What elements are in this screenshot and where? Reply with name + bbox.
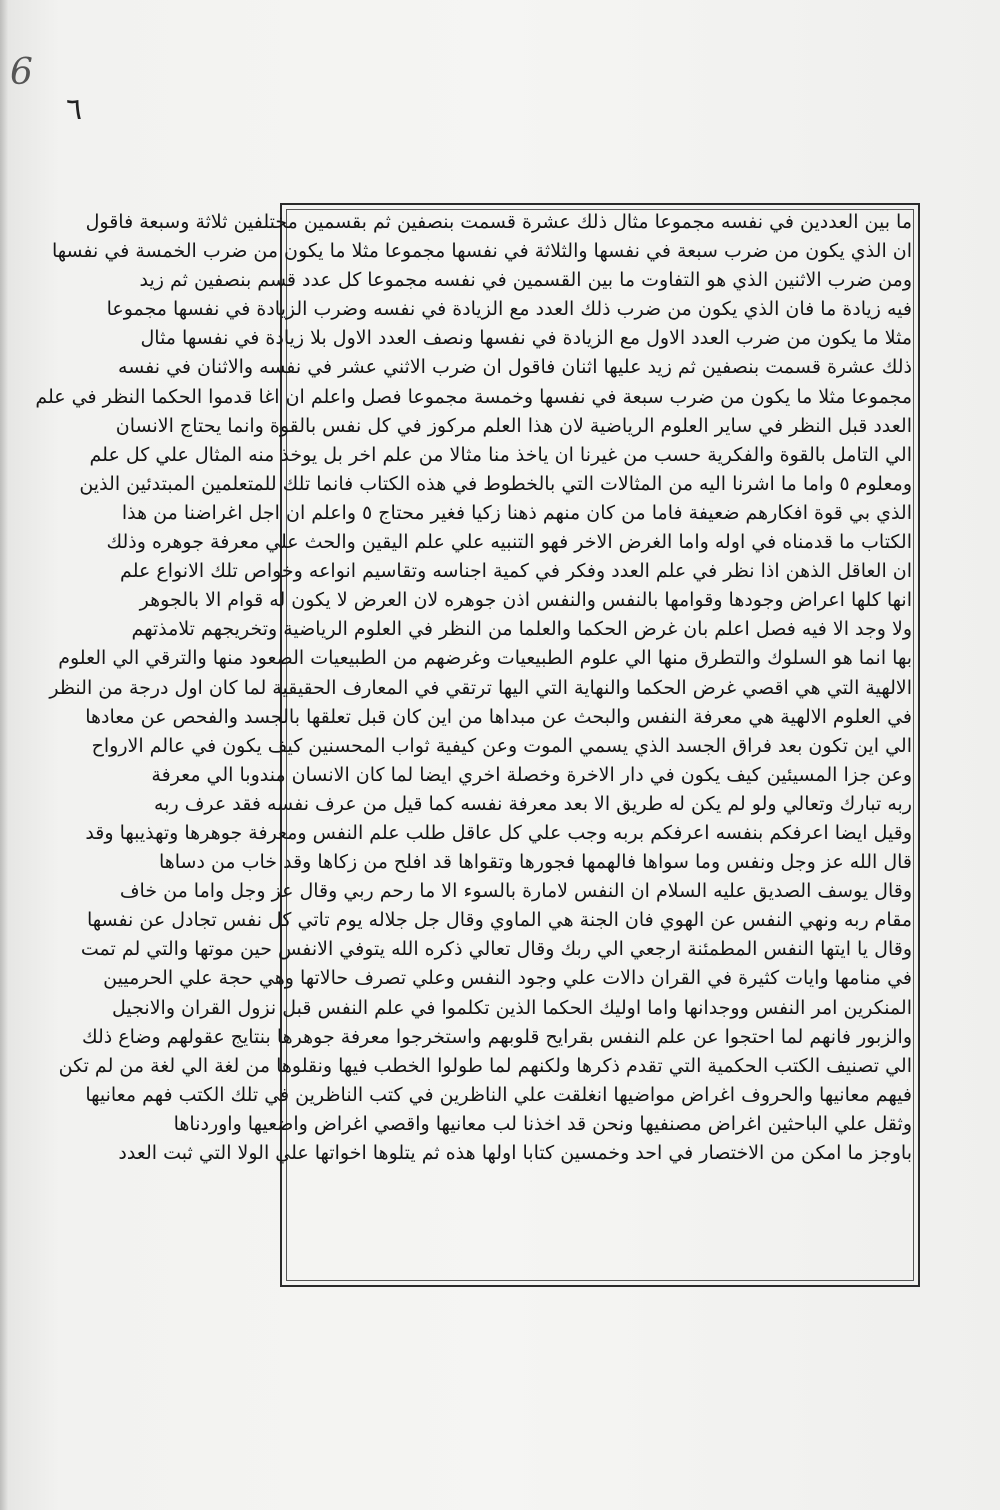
text-line: الذي بي قوة افكارهم ضعيفة فاما من كان منهم ذهنا زكيا فغير محتاج ٥ واعلم ان اجل اغراضنا من هذا — [121, 501, 912, 524]
manuscript-text-block — [35, 208, 912, 1284]
text-line: فيه زيادة ما فان الذي يكون من ضرب ذلك العدد مع الزيادة في نفسه وضرب الزيادة في نفسها مجموعا — [106, 298, 912, 321]
text-line: ربه تبارك وتعالي ولو لم يكن له طريق الا بعد معرفة نفسه كما قيل من عرف نفسه فقد عرف ربه — [154, 792, 912, 815]
text-line: الي اين تكون بعد فراق الجسد الذي يسمي الموت وعن كيفية ثواب المحسنين كيف يكون في عالم الارواح — [91, 734, 912, 757]
text-line: ومن ضرب الاثنين الذي هو التفاوت ما بين القسمين في نفسه مجموعا كل عدد قسم بنصفين ثم زيد — [139, 269, 912, 292]
text-line: في العلوم الالهية هي معرفة النفس والبحث عن مبداها من اين كان قبل تعلقها بالجسد والفحص عن معادها — [85, 705, 912, 728]
text-line: وقال يا ايتها النفس المطمئنة ارجعي الي ربك وقال تعالي ذكره الله يتوفي الانفس حين موتها والتي لم تمت — [80, 938, 912, 961]
text-line: فيهم معانيها والحروف اغراض مواضيها انغلقت علي الناظرين في كتب الناظرين في تلك الكتب فهم معانيها — [85, 1083, 912, 1106]
text-line: وثقل علي الباحثين اغراض مصنفيها ونحن قد اخذنا لب معانيها واقصي اغراض واضعيها واوردناها — [173, 1112, 912, 1135]
page-edge-shadow — [0, 0, 8, 1510]
text-line: قال الله عز وجل ونفس وما سواها فالهمها فجورها وتقواها قد افلح من زكاها وقد خاب من دساها — [158, 851, 912, 874]
text-line: مجموعا مثلا ما يكون من ضرب سبعة في نفسها وخمسة مجموعا فصل واعلم ان اغا قدموا الحكما النظر في علم — [35, 385, 912, 408]
text-line: ان الذي يكون من ضرب سبعة في نفسها والثلاثة في نفسها مجموعا مثلا ما يكون من ضرب الخمسة في نفسها — [51, 240, 912, 263]
text-line: العدد قبل النظر في ساير العلوم الرياضية لان هذا العلم مركوز في كل نفس بالقوة وانما يحتاج الانسان — [115, 414, 912, 437]
text-line: انها كلها اعراض وجودها وقوامها بالنفس والنفس اذن جوهره لان العرض لا يكون له قوام الا بالجوهر — [139, 589, 912, 612]
text-line: وعن جزا المسيئين كيف يكون في دار الاخرة وخصلة اخري ايضا لما كان الانسان مندوبا الي معرفة — [151, 763, 912, 786]
text-line: الكتاب ما قدمناه في اوله واما الغرض الاخر فهو التنبيه علي علم اليقين والحث علي معرفة جوهره وذلك — [106, 531, 912, 554]
text-line: ولا وجد الا فيه فصل اعلم بان غرض الحكما والعلما من النظر في العلوم الرياضية وتخريجهم تلامذتهم — [131, 618, 912, 641]
text-line: ان العاقل الذهن اذا نظر في علم العدد وفكر في كمية اجناسه وتقاسيم انواعه وخواص تلك الانواع علم — [120, 560, 912, 583]
text-line: ومعلوم ٥ واما ما اشرنا اليه من المثالات التي بالخطوط في هذه الكتاب فانما تلك للمتعلمين المبتدئين الذين — [79, 472, 912, 495]
text-line: المنكرين امر النفس ووجدانها واما اوليك الحكما الذين تكلموا في علم النفس قبل نزول القران والانجيل — [112, 996, 912, 1019]
folio-number-arabic: ٦ — [66, 92, 83, 127]
text-line: الالهية التي هي اقصي غرض الحكما والنهاية التي اليها ترتقي في المعارف الحقيقية لما كان اول درجة من النظر — [49, 676, 912, 699]
text-line: مثلا ما يكون من ضرب العدد الاول مع الزيادة في نفسها ونصف العدد الاول بلا زيادة في نفسها مثال — [140, 327, 912, 350]
text-line: والزبور فانهم لما احتجوا عن علم النفس بقرايح قلوبهم واستخرجوا معرفة جوهرها بنتايج عقولهم وضاع ذلك — [81, 1025, 912, 1048]
text-line: ما بين العددين في نفسه مجموعا مثال ذلك عشرة قسمت بنصفين ثم بقسمين مختلفين ثلاثة وسبعة فاقول — [85, 211, 912, 233]
text-line: الي تصنيف الكتب الحكمية التي تقدم ذكرها ولكنهم لما طولوا الخطب فيها ونقلوها من لغة الي لغة من لم تكن — [58, 1054, 912, 1077]
text-line: في منامها وايات كثيرة في القران دالات علي وجود النفس وعلي تصرف حالاتها وهي حجة علي الحرميين — [103, 967, 912, 990]
text-line: بها انما هو السلوك والتطرق منها الي علوم الطبيعيات وغرضهم من الطبيعيات الصعود منها والترقي الي العلوم — [58, 647, 912, 670]
folio-number-latin: 6 — [10, 52, 33, 93]
text-line: ذلك عشرة قسمت بنصفين ثم زيد عليها اثنان فاقول ان ضرب الاثني عشر في نفسه والاثنان في نفسه — [118, 356, 912, 379]
text-line: باوجز ما امكن من الاختصار في احد وخمسين كتابا اولها هذه ثم يتلوها اخواتها علي الولا التي ثبت العدد — [118, 1142, 912, 1164]
text-line: وقال يوسف الصديق عليه السلام ان النفس لامارة بالسوء الا ما رحم ربي وقال عز وجل واما من خاف — [119, 880, 912, 903]
text-line: الي التامل بالقوة والفكرية حسب من غيرنا ان ياخذ منا مثالا من علم اخر بل يوخذ منه المثال علي كل علم — [89, 443, 912, 466]
text-line: مقام ربه ونهي النفس عن الهوي فان الجنة هي الماوي وقال جل جلاله يوم تاتي كل نفس تجادل عن نفسها — [86, 909, 912, 932]
text-line: وقيل ايضا اعرفكم بنفسه اعرفكم بربه وجب علي كل عاقل طلب علم النفس ومعرفة جوهرها وتهذيبها وقد — [85, 821, 912, 844]
